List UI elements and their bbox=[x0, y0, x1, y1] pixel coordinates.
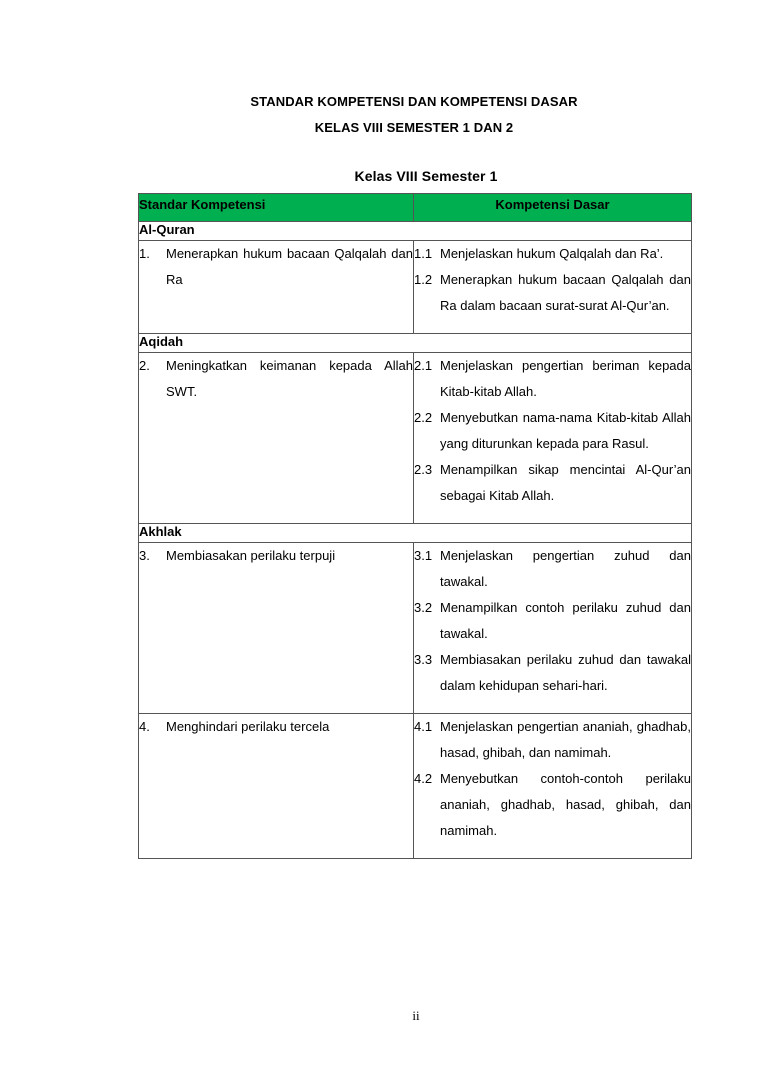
kd-item bbox=[414, 353, 691, 405]
kd-text: Membiasakan perilaku zuhud dan tawakal dalam kehidupan sehari-hari. bbox=[440, 652, 691, 693]
document-title: STANDAR KOMPETENSI DAN KOMPETENSI DASAR bbox=[250, 94, 578, 109]
page-number: ii bbox=[412, 1008, 420, 1023]
kd-item bbox=[414, 241, 691, 267]
cell-spacer bbox=[414, 509, 691, 523]
table-row bbox=[139, 714, 692, 859]
table-header-row bbox=[139, 194, 692, 222]
kd-number: 3.2 bbox=[414, 600, 433, 615]
sk-number: 4. bbox=[139, 719, 150, 734]
category-row bbox=[139, 222, 692, 241]
kd-item bbox=[414, 543, 691, 595]
kd-item bbox=[414, 267, 691, 319]
table-row bbox=[139, 241, 692, 334]
standar-kompetensi-cell bbox=[139, 543, 414, 714]
kd-text: Menjelaskan pengertian ananiah, ghadhab, hasad, ghibah, dan namimah. bbox=[440, 719, 691, 760]
table-row bbox=[139, 543, 692, 714]
kd-number: 3.1 bbox=[414, 548, 433, 563]
category-row bbox=[139, 334, 692, 353]
kd-text: Menjelaskan pengertian beriman kepada Kitab-kitab Allah. bbox=[440, 358, 691, 399]
column-header-standar: Standar Kompetensi bbox=[139, 194, 414, 222]
kd-item bbox=[414, 766, 691, 844]
kd-number: 2.2 bbox=[414, 410, 433, 425]
kd-number: 3.3 bbox=[414, 652, 433, 667]
cell-spacer bbox=[414, 844, 691, 858]
sk-number: 1. bbox=[139, 246, 150, 261]
sk-text: Membiasakan perilaku terpuji bbox=[166, 548, 336, 563]
kd-item bbox=[414, 595, 691, 647]
sk-item bbox=[139, 543, 413, 569]
category-label: Al-Quran bbox=[139, 222, 692, 241]
sk-number: 3. bbox=[139, 548, 150, 563]
kd-text: Menjelaskan pengertian zuhud dan tawakal. bbox=[440, 548, 691, 589]
standar-kompetensi-cell bbox=[139, 353, 414, 524]
category-row bbox=[139, 524, 692, 543]
kompetensi-dasar-cell bbox=[414, 353, 692, 524]
sk-text: Menghindari perilaku tercela bbox=[166, 719, 330, 734]
cell-spacer bbox=[414, 319, 691, 333]
sk-text: Menerapkan hukum bacaan Qalqalah dan Ra bbox=[166, 246, 413, 287]
kd-text: Menerapkan hukum bacaan Qalqalah dan Ra dalam bacaan surat-surat Al-Qur’an. bbox=[440, 272, 691, 313]
kd-number: 1.2 bbox=[414, 272, 433, 287]
kd-text: Menampilkan contoh perilaku zuhud dan tawakal. bbox=[440, 600, 691, 641]
sk-item bbox=[139, 714, 413, 740]
kd-number: 4.1 bbox=[414, 719, 433, 734]
sk-item bbox=[139, 241, 413, 293]
kd-number: 2.1 bbox=[414, 358, 433, 373]
kd-number: 1.1 bbox=[414, 246, 433, 261]
kd-text: Menampilkan sikap mencintai Al-Qur’an sebagai Kitab Allah. bbox=[440, 462, 691, 503]
kd-number: 4.2 bbox=[414, 771, 433, 786]
kd-text: Menjelaskan hukum Qalqalah dan Ra’. bbox=[440, 246, 664, 261]
sk-number: 2. bbox=[139, 358, 150, 373]
competency-table bbox=[138, 193, 692, 859]
document-subtitle: KELAS VIII SEMESTER 1 DAN 2 bbox=[314, 120, 514, 135]
table-row bbox=[139, 353, 692, 524]
cell-spacer bbox=[414, 699, 691, 713]
sk-item bbox=[139, 353, 413, 405]
kompetensi-dasar-cell bbox=[414, 241, 692, 334]
standar-kompetensi-cell bbox=[139, 714, 414, 859]
kd-item bbox=[414, 405, 691, 457]
kd-text: Menyebutkan nama-nama Kitab-kitab Allah yang diturunkan kepada para Rasul. bbox=[440, 410, 691, 451]
semester-heading: Kelas VIII Semester 1 bbox=[354, 168, 498, 184]
sk-text: Meningkatkan keimanan kepada Allah SWT. bbox=[166, 358, 413, 399]
kd-text: Menyebutkan contoh-contoh perilaku ananiah, ghadhab, hasad, ghibah, dan namimah. bbox=[440, 771, 691, 838]
kd-item bbox=[414, 714, 691, 766]
table-body bbox=[139, 222, 692, 859]
kd-item bbox=[414, 647, 691, 699]
standar-kompetensi-cell bbox=[139, 241, 414, 334]
category-label: Akhlak bbox=[139, 524, 692, 543]
kompetensi-dasar-cell bbox=[414, 714, 692, 859]
category-label: Aqidah bbox=[139, 334, 692, 353]
column-header-kompetensi: Kompetensi Dasar bbox=[414, 194, 692, 222]
kd-number: 2.3 bbox=[414, 462, 433, 477]
kompetensi-dasar-cell bbox=[414, 543, 692, 714]
kd-item bbox=[414, 457, 691, 509]
